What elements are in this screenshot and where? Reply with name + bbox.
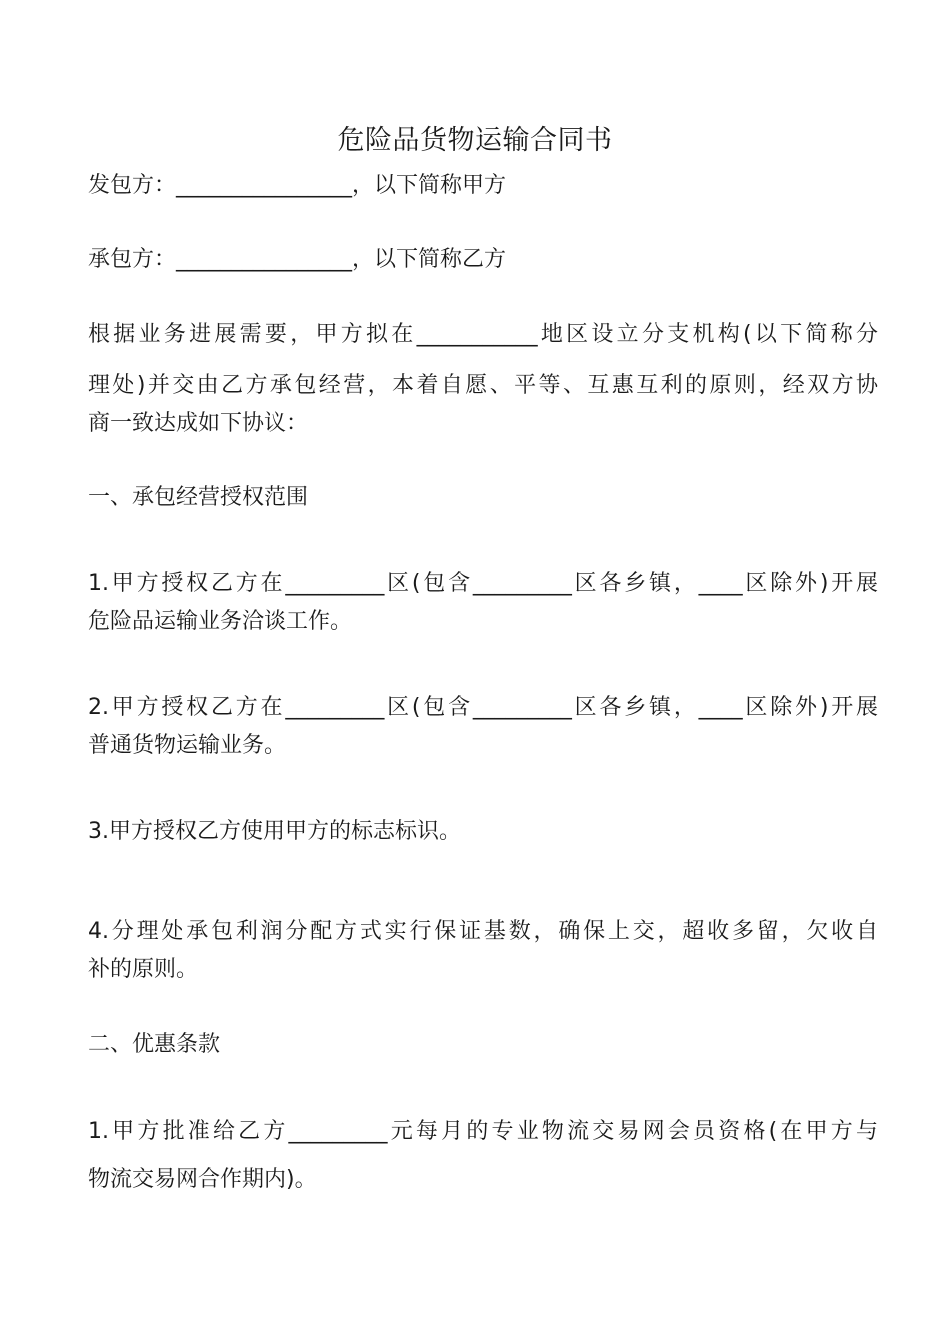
- clause-1-1-line-2: 危险品运输业务洽谈工作。: [88, 609, 353, 634]
- document-title: 危险品货物运输合同书: [337, 125, 613, 156]
- section-heading-1: 一、承包经营授权范围: [88, 485, 309, 510]
- clause-2-1-line-2: 物流交易网合作期内)。: [88, 1167, 317, 1192]
- intro-paragraph-line-2: 理处)并交由乙方承包经营，本着自愿、平等、互惠互利的原则，经双方协: [88, 373, 878, 398]
- clause-1-3: 3.甲方授权乙方使用甲方的标志标识。: [88, 819, 461, 844]
- intro-paragraph-line-3: 商一致达成如下协议：: [88, 411, 309, 436]
- clause-1-2-line-1: 2.甲方授权乙方在_________区(包含_________区各乡镇，____区除外)开展: [88, 695, 878, 720]
- clause-1-4-line-1: 4.分理处承包利润分配方式实行保证基数，确保上交，超收多留，欠收自: [88, 919, 878, 944]
- clause-1-4-line-2: 补的原则。: [88, 957, 199, 982]
- clause-2-1-line-1: 1.甲方批准给乙方_________元每月的专业物流交易网会员资格(在甲方与: [88, 1119, 878, 1144]
- clause-1-1-line-1: 1.甲方授权乙方在_________区(包含_________区各乡镇，____区除外)开展: [88, 571, 878, 596]
- party-a-line: 发包方：________________，以下简称甲方: [88, 173, 507, 198]
- intro-paragraph-line-1: 根据业务进展需要，甲方拟在___________地区设立分支机构(以下简称分: [88, 322, 878, 347]
- section-heading-2: 二、优惠条款: [88, 1032, 221, 1057]
- party-b-line: 承包方：________________，以下简称乙方: [88, 247, 507, 272]
- clause-1-2-line-2: 普通货物运输业务。: [88, 733, 287, 758]
